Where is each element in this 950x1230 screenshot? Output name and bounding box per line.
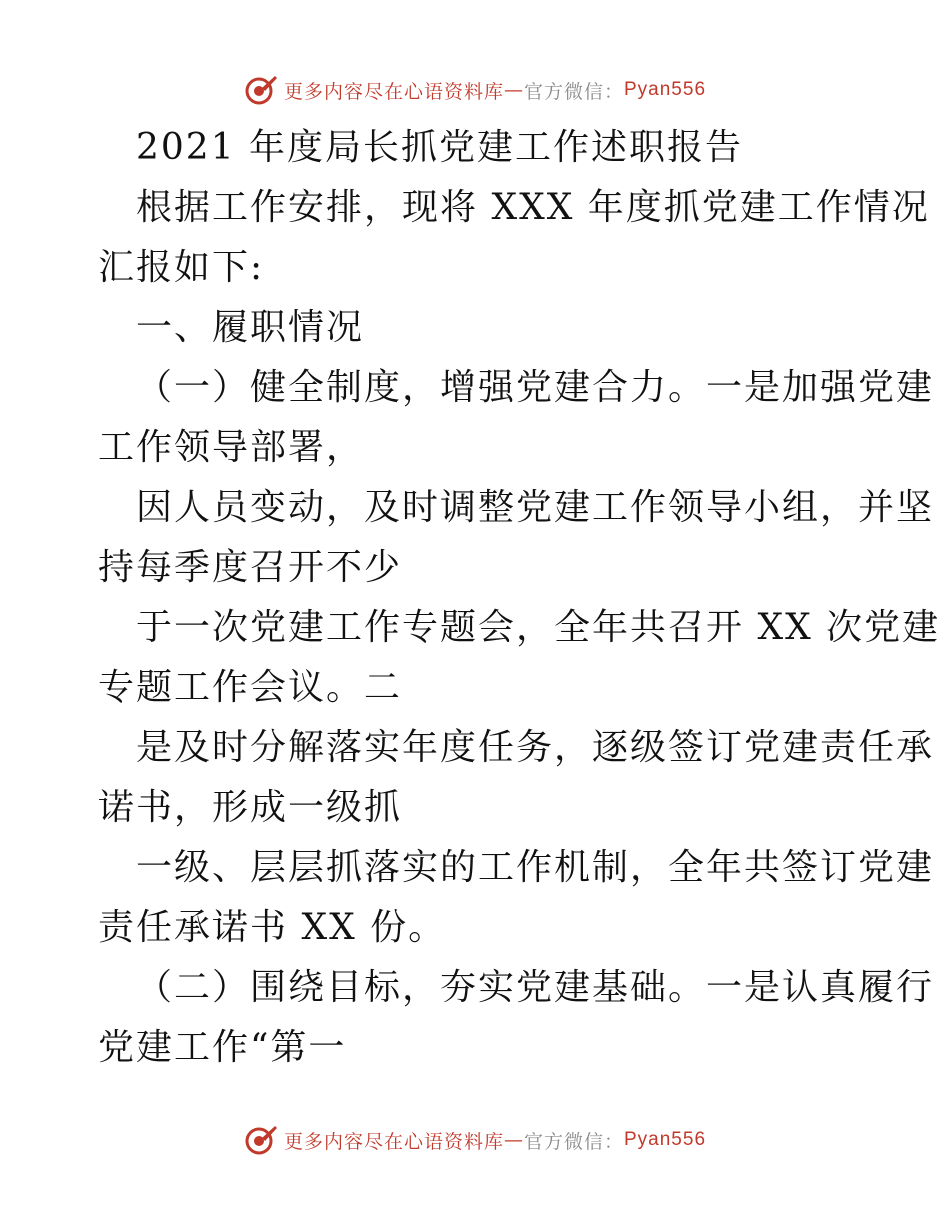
text-line: 汇报如下: — [98, 247, 265, 288]
watermark-text: 更多内容尽在心语资料库 — [283, 80, 504, 103]
text-line: 责任承诺书 XX 份。 — [98, 907, 447, 948]
document-title: 2021 年度局长抓党建工作述职报告 — [136, 127, 744, 168]
text-line: （二）围绕目标，夯实党建基础。一是认真履行 — [136, 967, 935, 1008]
pen-logo-icon — [244, 1123, 278, 1157]
section-heading: 一、履职情况 — [136, 307, 365, 348]
watermark-separator: — — [503, 1129, 524, 1151]
watermark-text: 更多内容尽在心语资料库 — [283, 1130, 504, 1153]
text-line: 工作领导部署， — [98, 427, 365, 468]
watermark-wechat-id: Pyan556 — [624, 1129, 707, 1150]
text-line: 根据工作安排，现将 XXX 年度抓党建工作情况 — [136, 187, 930, 228]
text-line: 一级、层层抓落实的工作机制，全年共签订党建 — [136, 847, 935, 888]
text-line: 诺书，形成一级抓 — [98, 787, 403, 828]
pen-logo-icon — [244, 73, 278, 107]
text-line: 是及时分解落实年度任务，逐级签订党建责任承 — [136, 727, 935, 768]
document-body — [98, 118, 941, 1078]
text-line: 专题工作会议。二 — [98, 667, 403, 708]
watermark-separator: — — [503, 79, 524, 101]
watermark-header — [0, 70, 950, 110]
text-line: 于一次党建工作专题会，全年共召开 XX 次党建 — [136, 607, 941, 648]
watermark-label: 官方微信： — [523, 80, 624, 103]
watermark-wechat-id: Pyan556 — [624, 79, 707, 100]
text-line: 因人员变动，及时调整党建工作领导小组，并坚 — [136, 487, 935, 528]
text-line: （一）健全制度，增强党建合力。一是加强党建 — [136, 367, 935, 408]
watermark-footer — [0, 1120, 950, 1160]
text-line: 党建工作“第一 — [98, 1027, 347, 1068]
text-line: 持每季度召开不少 — [98, 547, 403, 588]
watermark-label: 官方微信： — [523, 1130, 624, 1153]
